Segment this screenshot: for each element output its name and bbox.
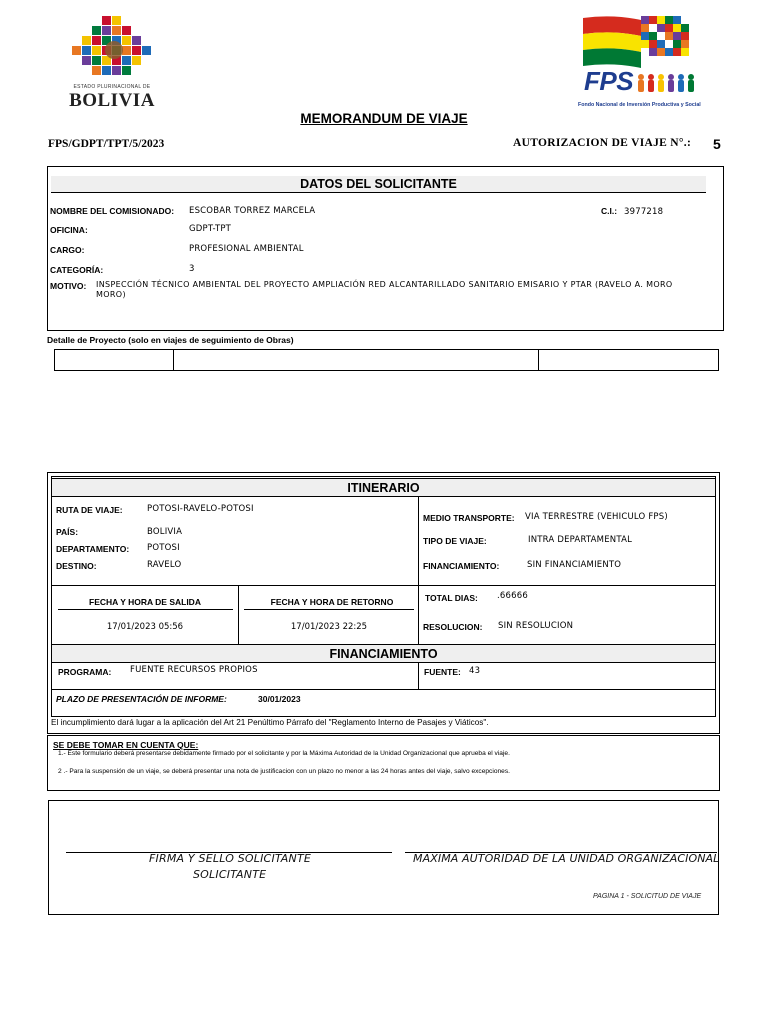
incumplimiento-note: El incumplimiento dará lugar a la aplicación del Art 21 Penúltimo Párrafo del "Reglamento Interno de Pasajes y Viáticos".	[51, 718, 489, 727]
fuente-value: 43	[469, 666, 481, 676]
itinerario-date-divider	[238, 586, 239, 644]
programa-label: PROGRAMA:	[58, 667, 112, 677]
retorno-label: FECHA Y HORA DE RETORNO	[270, 597, 394, 607]
salida-underline	[58, 609, 233, 610]
motivo-label: MOTIVO:	[50, 281, 87, 291]
fps-people-icon	[636, 72, 696, 94]
retorno-underline	[244, 609, 414, 610]
financiamiento-divider	[418, 662, 419, 689]
signature-left-sublabel: SOLICITANTE	[193, 868, 267, 881]
authorization-number: 5	[713, 136, 721, 152]
financiamiento-section-title: FINANCIAMIENTO	[52, 644, 715, 663]
salida-label: FECHA Y HORA DE SALIDA	[89, 597, 201, 607]
bolivia-emblem-icon	[72, 16, 156, 80]
cargo-label: CARGO:	[50, 245, 85, 255]
proyecto-label: Detalle de Proyecto (solo en viajes de seguimiento de Obras)	[47, 335, 294, 345]
total-dias-value: .66666	[497, 591, 528, 601]
fps-subtitle: Fondo Nacional de Inversión Productiva y Social	[578, 102, 701, 108]
oficina-label: OFICINA:	[50, 225, 88, 235]
tipo-viaje-label: TIPO DE VIAJE:	[423, 536, 487, 546]
notes-item-2: 2 .- Para la suspensión de un viaje, se deberá presentar una nota de justificacion con un plazo no menor a las 24 horas antes del viaje, salvo excepciones.	[58, 768, 510, 775]
ci-label: C.I.:	[601, 206, 618, 216]
signature-left-label: FIRMA Y SELLO SOLICITANTE	[149, 852, 312, 865]
proyecto-table	[54, 349, 719, 371]
departamento-label: DEPARTAMENTO:	[56, 544, 130, 554]
resolucion-label: RESOLUCION:	[423, 622, 483, 632]
page-note: PAGINA 1 - SOLICITUD DE VIAJE	[593, 893, 702, 900]
itinerario-mid-divider	[418, 496, 419, 644]
notes-item-1: 1.- Este formulario deberá presentarse debidamente firmado por el solicitante y por la Máxima Autoridad de la Unidad Organizacional que aprueba el viaje.	[58, 750, 510, 757]
departamento-value: POTOSI	[147, 543, 180, 553]
financiamiento-label: FINANCIAMIENTO:	[423, 561, 500, 571]
proyecto-col-divider-1	[173, 349, 174, 371]
ruta-value: POTOSI-RAVELO-POTOSI	[147, 504, 254, 514]
pais-label: PAÍS:	[56, 527, 79, 537]
ruta-label: RUTA DE VIAJE:	[56, 505, 123, 515]
notes-heading: SE DEBE TOMAR EN CUENTA QUE:	[53, 740, 199, 750]
motivo-value-line1: INSPECCIÓN TÉCNICO AMBIENTAL DEL PROYECTO AMPLIACIÓN RED ALCANTARILLADO SANITARIO EMISARIO Y PTAR (RAVELO A. MORO	[96, 280, 673, 289]
nombre-label: NOMBRE DEL COMISIONADO:	[50, 206, 175, 216]
tipo-viaje-value: INTRA DEPARTAMENTAL	[528, 535, 633, 545]
cargo-value: PROFESIONAL AMBIENTAL	[189, 244, 304, 254]
medio-label: MEDIO TRANSPORTE:	[423, 513, 515, 523]
authorization-label: AUTORIZACION DE VIAJE N°.:	[513, 137, 692, 149]
document-title: MEMORANDUM DE VIAJE	[300, 111, 468, 126]
itinerario-row-divider	[52, 585, 715, 586]
programa-value: FUENTE RECURSOS PROPIOS	[130, 665, 258, 675]
itinerario-section-title: ITINERARIO	[52, 478, 715, 497]
fps-logo-text: FPS	[584, 66, 634, 96]
document-code: FPS/GDPT/TPT/5/2023	[48, 138, 165, 150]
total-dias-label: TOTAL DIAS:	[425, 593, 478, 603]
financiamiento-value: SIN FINANCIAMIENTO	[527, 560, 622, 570]
proyecto-col-divider-2	[538, 349, 539, 371]
solicitante-section-title: DATOS DEL SOLICITANTE	[51, 176, 706, 193]
plazo-label: PLAZO DE PRESENTACIÓN DE INFORME:	[56, 694, 227, 704]
plazo-value: 30/01/2023	[258, 694, 301, 704]
categoria-label: CATEGORÍA:	[50, 265, 104, 275]
fps-flag-icon	[583, 14, 691, 70]
emblem-caption-small: ESTADO PLURINACIONAL DE	[73, 84, 151, 90]
ci-value: 3977218	[624, 207, 664, 217]
resolucion-value: SIN RESOLUCION	[498, 621, 574, 631]
financiamiento-row-divider	[52, 689, 715, 690]
destino-label: DESTINO:	[56, 561, 97, 571]
nombre-value: ESCOBAR TORREZ MARCELA	[189, 206, 316, 216]
salida-value: 17/01/2023 05:56	[106, 622, 184, 632]
motivo-value-line2: MORO)	[96, 290, 126, 299]
destino-value: RAVELO	[147, 560, 182, 570]
retorno-value: 17/01/2023 22:25	[290, 622, 368, 632]
fuente-label: FUENTE:	[424, 667, 461, 677]
signature-right-label: MAXIMA AUTORIDAD DE LA UNIDAD ORGANIZACIONAL	[413, 852, 720, 865]
pais-value: BOLIVIA	[147, 527, 183, 537]
medio-value: VIA TERRESTRE (VEHICULO FPS)	[525, 512, 668, 522]
oficina-value: GDPT-TPT	[189, 224, 232, 234]
emblem-caption-bolivia: BOLIVIA	[69, 90, 155, 111]
categoria-value: 3	[189, 264, 195, 274]
